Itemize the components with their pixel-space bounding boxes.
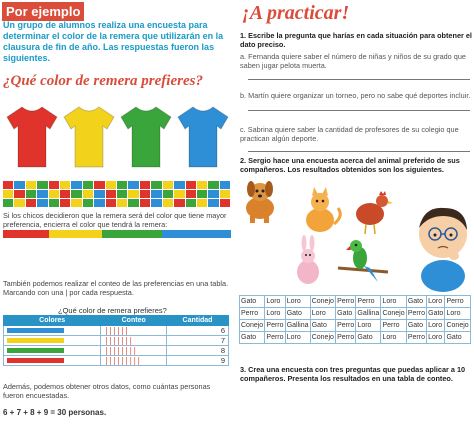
choice-segment[interactable] [11,230,19,238]
response-cell [14,190,25,198]
choice-segment[interactable] [64,230,72,238]
response-cell [60,190,71,198]
response-row [3,199,231,207]
choice-segment[interactable] [125,230,133,238]
table-caption: ¿Qué color de remera prefieres? [58,306,167,315]
survey-cell: Conejo [381,308,406,320]
survey-cell: Perro [406,332,426,344]
survey-row [240,332,471,344]
survey-cell: Gato [240,332,265,344]
quantity-cell: 9 [167,356,229,366]
survey-cell: Gallina [285,320,310,332]
color-swatch [7,358,64,363]
choice-segment[interactable] [18,230,26,238]
boy-icon [419,208,467,292]
response-cell [197,190,208,198]
response-cell [83,190,94,198]
survey-cell: Perro [265,332,285,344]
color-cell [4,346,101,356]
survey-cell: Perro [336,320,356,332]
response-cell [71,199,82,207]
response-cell [140,181,151,189]
color-swatch [7,338,64,343]
response-cell [117,181,128,189]
survey-cell: Loro [265,308,285,320]
response-cell [208,199,219,207]
response-cell [3,199,14,207]
survey-cell: Conejo [240,320,265,332]
survey-table [239,295,471,344]
question-title: ¿Qué color de remera prefieres? [3,73,203,89]
section-tag: Por ejemplo [2,2,84,21]
survey-cell: Loro [356,320,381,332]
response-row [3,181,231,189]
quantity-cell: 6 [167,326,229,336]
choice-segment[interactable] [147,230,155,238]
question-3 [240,365,472,383]
survey-cell: Loro [285,296,310,308]
choice-segment[interactable] [193,230,201,238]
choice-segment[interactable] [170,230,178,238]
answer-line-1a[interactable] [240,71,472,80]
question-1 [240,31,472,49]
choice-segment[interactable] [185,230,193,238]
response-cell [163,190,174,198]
survey-cell: Gato [406,320,426,332]
table-row [4,356,229,366]
survey-cell: Perro [240,308,265,320]
response-cell [26,199,37,207]
survey-cell: Loro [445,308,471,320]
tally-marks: ||||||| [101,336,167,346]
survey-row [240,320,471,332]
right-column [236,0,474,424]
response-cell [151,190,162,198]
survey-cell: Gato [310,320,335,332]
respondents-paragraph: Además, podemos obtener otros datos, como cuántas personas fueron encuestadas. [3,382,211,400]
choice-segment[interactable] [56,230,64,238]
quantity-cell: 8 [167,346,229,356]
choice-segment[interactable] [41,230,49,238]
total-equation: 6 + 7 + 8 + 9 = 30 personas. [3,408,107,417]
item-1b: b. Martín quiere organizar un torneo, pero no sabe qué deportes incluir. [240,91,471,100]
response-cell [3,181,14,189]
choice-segment[interactable] [33,230,41,238]
choice-segment[interactable] [94,230,102,238]
item-1a: a. Fernanda quiere saber el número de niñas y niños de su grado que saben jugar pelota muerta. [240,52,466,70]
choice-segment[interactable] [200,230,208,238]
survey-cell: Gato [406,296,426,308]
tally-paragraph: También podemos realizar el conteo de las preferencias en una tabla. Marcando con una | por cada respuesta. [3,279,229,297]
choice-segment[interactable] [102,230,110,238]
choice-segment[interactable] [3,230,11,238]
response-cell [186,190,197,198]
survey-cell: Perro [336,332,356,344]
survey-cell: Perro [406,308,426,320]
shirt-yellow-icon [62,103,116,169]
response-cell [71,181,82,189]
response-cell [37,181,48,189]
survey-cell: Loro [381,332,406,344]
response-cell [140,190,151,198]
response-cell [60,181,71,189]
shirts-illustration [5,103,231,173]
response-cell [94,190,105,198]
parrot-icon [338,240,388,282]
choice-segment[interactable] [87,230,95,238]
survey-cell: Perro [445,296,471,308]
choice-segment[interactable] [109,230,117,238]
responses-grid [3,181,231,207]
table-row [4,326,229,336]
response-cell [71,190,82,198]
survey-cell: Conejo [310,296,335,308]
response-cell [14,199,25,207]
tally-marks: |||||| [101,326,167,336]
color-swatch [7,328,64,333]
survey-cell: Loro [427,296,445,308]
response-row [3,190,231,198]
response-cell [163,199,174,207]
item-1c: c. Sabrina quiere saber la cantidad de profesores de su colegio que practican algún deporte. [240,125,459,143]
cat-icon [306,187,340,232]
hen-icon [356,191,393,234]
table-row [4,336,229,346]
choice-segment[interactable] [71,230,79,238]
response-cell [174,199,185,207]
survey-cell: Loro [310,308,335,320]
tally-table [3,315,229,366]
response-cell [37,190,48,198]
response-cell [186,181,197,189]
survey-cell: Gato [427,308,445,320]
color-cell [4,336,101,346]
survey-cell: Conejo [445,320,471,332]
response-cell [94,199,105,207]
response-cell [106,190,117,198]
response-cell [151,199,162,207]
response-cell [37,199,48,207]
answer-line-1c[interactable] [240,143,472,152]
choice-segment[interactable] [208,230,216,238]
survey-cell: Gato [285,308,310,320]
response-cell [174,190,185,198]
color-cell [4,326,101,336]
response-cell [197,199,208,207]
response-cell [220,190,231,198]
survey-cell: Loro [265,296,285,308]
response-cell [117,199,128,207]
survey-cell: Perro [356,296,381,308]
response-cell [49,199,60,207]
rabbit-icon [297,235,319,284]
response-cell [49,190,60,198]
color-cell [4,356,101,366]
response-cell [186,199,197,207]
response-cell [26,181,37,189]
response-cell [106,199,117,207]
response-cell [60,199,71,207]
choice-segment[interactable] [223,230,231,238]
response-cell [83,199,94,207]
question-1-text: 1. Escribe la pregunta que harías en cada situación para obtener el dato preciso. [240,31,472,49]
header-conteo: Conteo [101,316,167,326]
response-cell [174,181,185,189]
survey-cell: Gallina [356,308,381,320]
survey-cell: Loro [285,332,310,344]
response-cell [49,181,60,189]
response-cell [128,181,139,189]
response-cell [128,190,139,198]
color-swatch [7,348,64,353]
survey-cell: Perro [336,296,356,308]
response-cell [94,181,105,189]
response-cell [140,199,151,207]
response-cell [26,190,37,198]
response-cell [128,199,139,207]
response-cell [220,199,231,207]
choice-segment[interactable] [26,230,34,238]
response-cell [163,181,174,189]
response-cell [106,181,117,189]
dog-icon [246,181,274,223]
choice-segment[interactable] [216,230,224,238]
answer-line-1b[interactable] [240,102,472,111]
choice-segment[interactable] [162,230,170,238]
response-cell [151,181,162,189]
shirt-red-icon [5,103,59,169]
animals-illustration [238,172,474,292]
header-colores: Colores [4,316,101,326]
survey-cell: Gato [336,308,356,320]
survey-cell: Loro [427,320,445,332]
table-row [4,346,229,356]
survey-cell: Conejo [310,332,335,344]
survey-cell: Loro [427,332,445,344]
choice-segment[interactable] [140,230,148,238]
left-column [0,0,233,424]
response-cell [117,190,128,198]
tally-marks: ||||||||| [101,356,167,366]
intro-text: Un grupo de alumnos realiza una encuesta para determinar el color de la remera que utilizarán en la clausura de fin de año. Las respuestas fueron las siguientes. [3,20,224,63]
choice-segment[interactable] [178,230,186,238]
response-cell [208,181,219,189]
choice-segment[interactable] [79,230,87,238]
header-cantidad: Cantidad [167,316,229,326]
survey-cell: Perro [381,320,406,332]
color-choice-bar[interactable] [3,230,231,238]
response-cell [3,190,14,198]
instruction-paragraph: Si los chicos decidieron que la remera será del color que tiene mayor preferencia, encierra el color que tendrá la remera: [3,211,227,229]
survey-cell: Gato [356,332,381,344]
quantity-cell: 7 [167,336,229,346]
survey-cell: Gato [445,332,471,344]
response-cell [14,181,25,189]
choice-segment[interactable] [155,230,163,238]
practice-title: ¡A practicar! [242,2,350,24]
question-3-text: 3. Crea una encuesta con tres preguntas que puedas aplicar a 10 compañeros. Presenta los resultados en una tabla de conteo. [240,365,466,383]
response-cell [83,181,94,189]
shirt-blue-icon [176,103,230,169]
tally-marks: |||||||| [101,346,167,356]
response-cell [208,190,219,198]
survey-cell: Loro [381,296,406,308]
choice-segment[interactable] [132,230,140,238]
response-cell [197,181,208,189]
shirt-green-icon [119,103,173,169]
question-2-text: 2. Sergio hace una encuesta acerca del animal preferido de sus compañeros. Los resultados obtenidos son los siguientes. [240,156,460,174]
survey-cell: Gato [240,296,265,308]
choice-segment[interactable] [49,230,57,238]
response-cell [220,181,231,189]
survey-cell: Perro [265,320,285,332]
survey-row [240,308,471,320]
choice-segment[interactable] [117,230,125,238]
survey-row [240,296,471,308]
